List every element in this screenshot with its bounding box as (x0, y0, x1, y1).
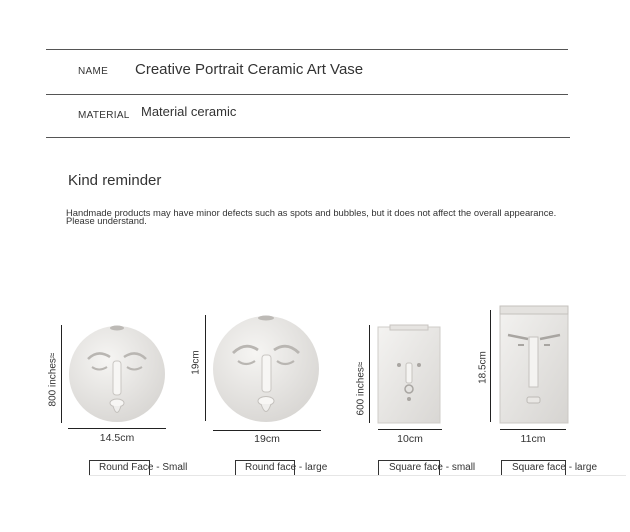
product-name: Creative Portrait Ceramic Art Vase (135, 61, 364, 78)
square-small-height-label: 600 inches≈ (355, 361, 367, 416)
spec-top-rule (46, 49, 568, 50)
square-large-height-label: 18.5cm (477, 351, 489, 384)
material-value: Material ceramic (141, 104, 237, 119)
caption-round-small: Round Face - Small (99, 462, 188, 473)
round-large-width-line (213, 430, 321, 431)
square-large-width-label: 11cm (520, 433, 546, 445)
round-large-width-label: 19cm (254, 433, 280, 445)
square-small-width-label: 10cm (397, 433, 423, 445)
square-large-height-line (490, 310, 491, 422)
round-large-height-line (205, 315, 206, 421)
material-label: MATERIAL (78, 110, 130, 121)
caption-round-large: Round face - large (245, 462, 328, 473)
reminder-text: Handmade products may have minor defects such as spots and bubbles, but it does not affect the overall appearance. Please understand. (66, 207, 557, 226)
square-face-small-vase-image (376, 323, 442, 425)
round-small-width-line (68, 428, 166, 429)
round-small-height-label: 800 inches≈ (47, 352, 59, 407)
square-face-large-vase-image (498, 305, 570, 425)
round-small-height-line (61, 325, 62, 423)
square-small-width-line (378, 429, 442, 430)
round-small-width-label: 14.5cm (99, 432, 135, 444)
square-small-height-line (369, 325, 370, 423)
round-large-height-label: 19cm (190, 350, 202, 375)
round-face-large-vase-image (210, 313, 322, 425)
reminder-title: Kind reminder (68, 172, 162, 189)
spec-middle-rule (46, 94, 568, 95)
caption-square-small: Square face - small (389, 462, 476, 473)
caption-square-large: Square face - large (512, 462, 598, 473)
square-large-width-line (500, 429, 566, 430)
caption-underline (89, 475, 626, 476)
round-face-small-vase-image (66, 323, 168, 425)
spec-bottom-rule (46, 137, 570, 138)
name-label: NAME (78, 66, 109, 77)
